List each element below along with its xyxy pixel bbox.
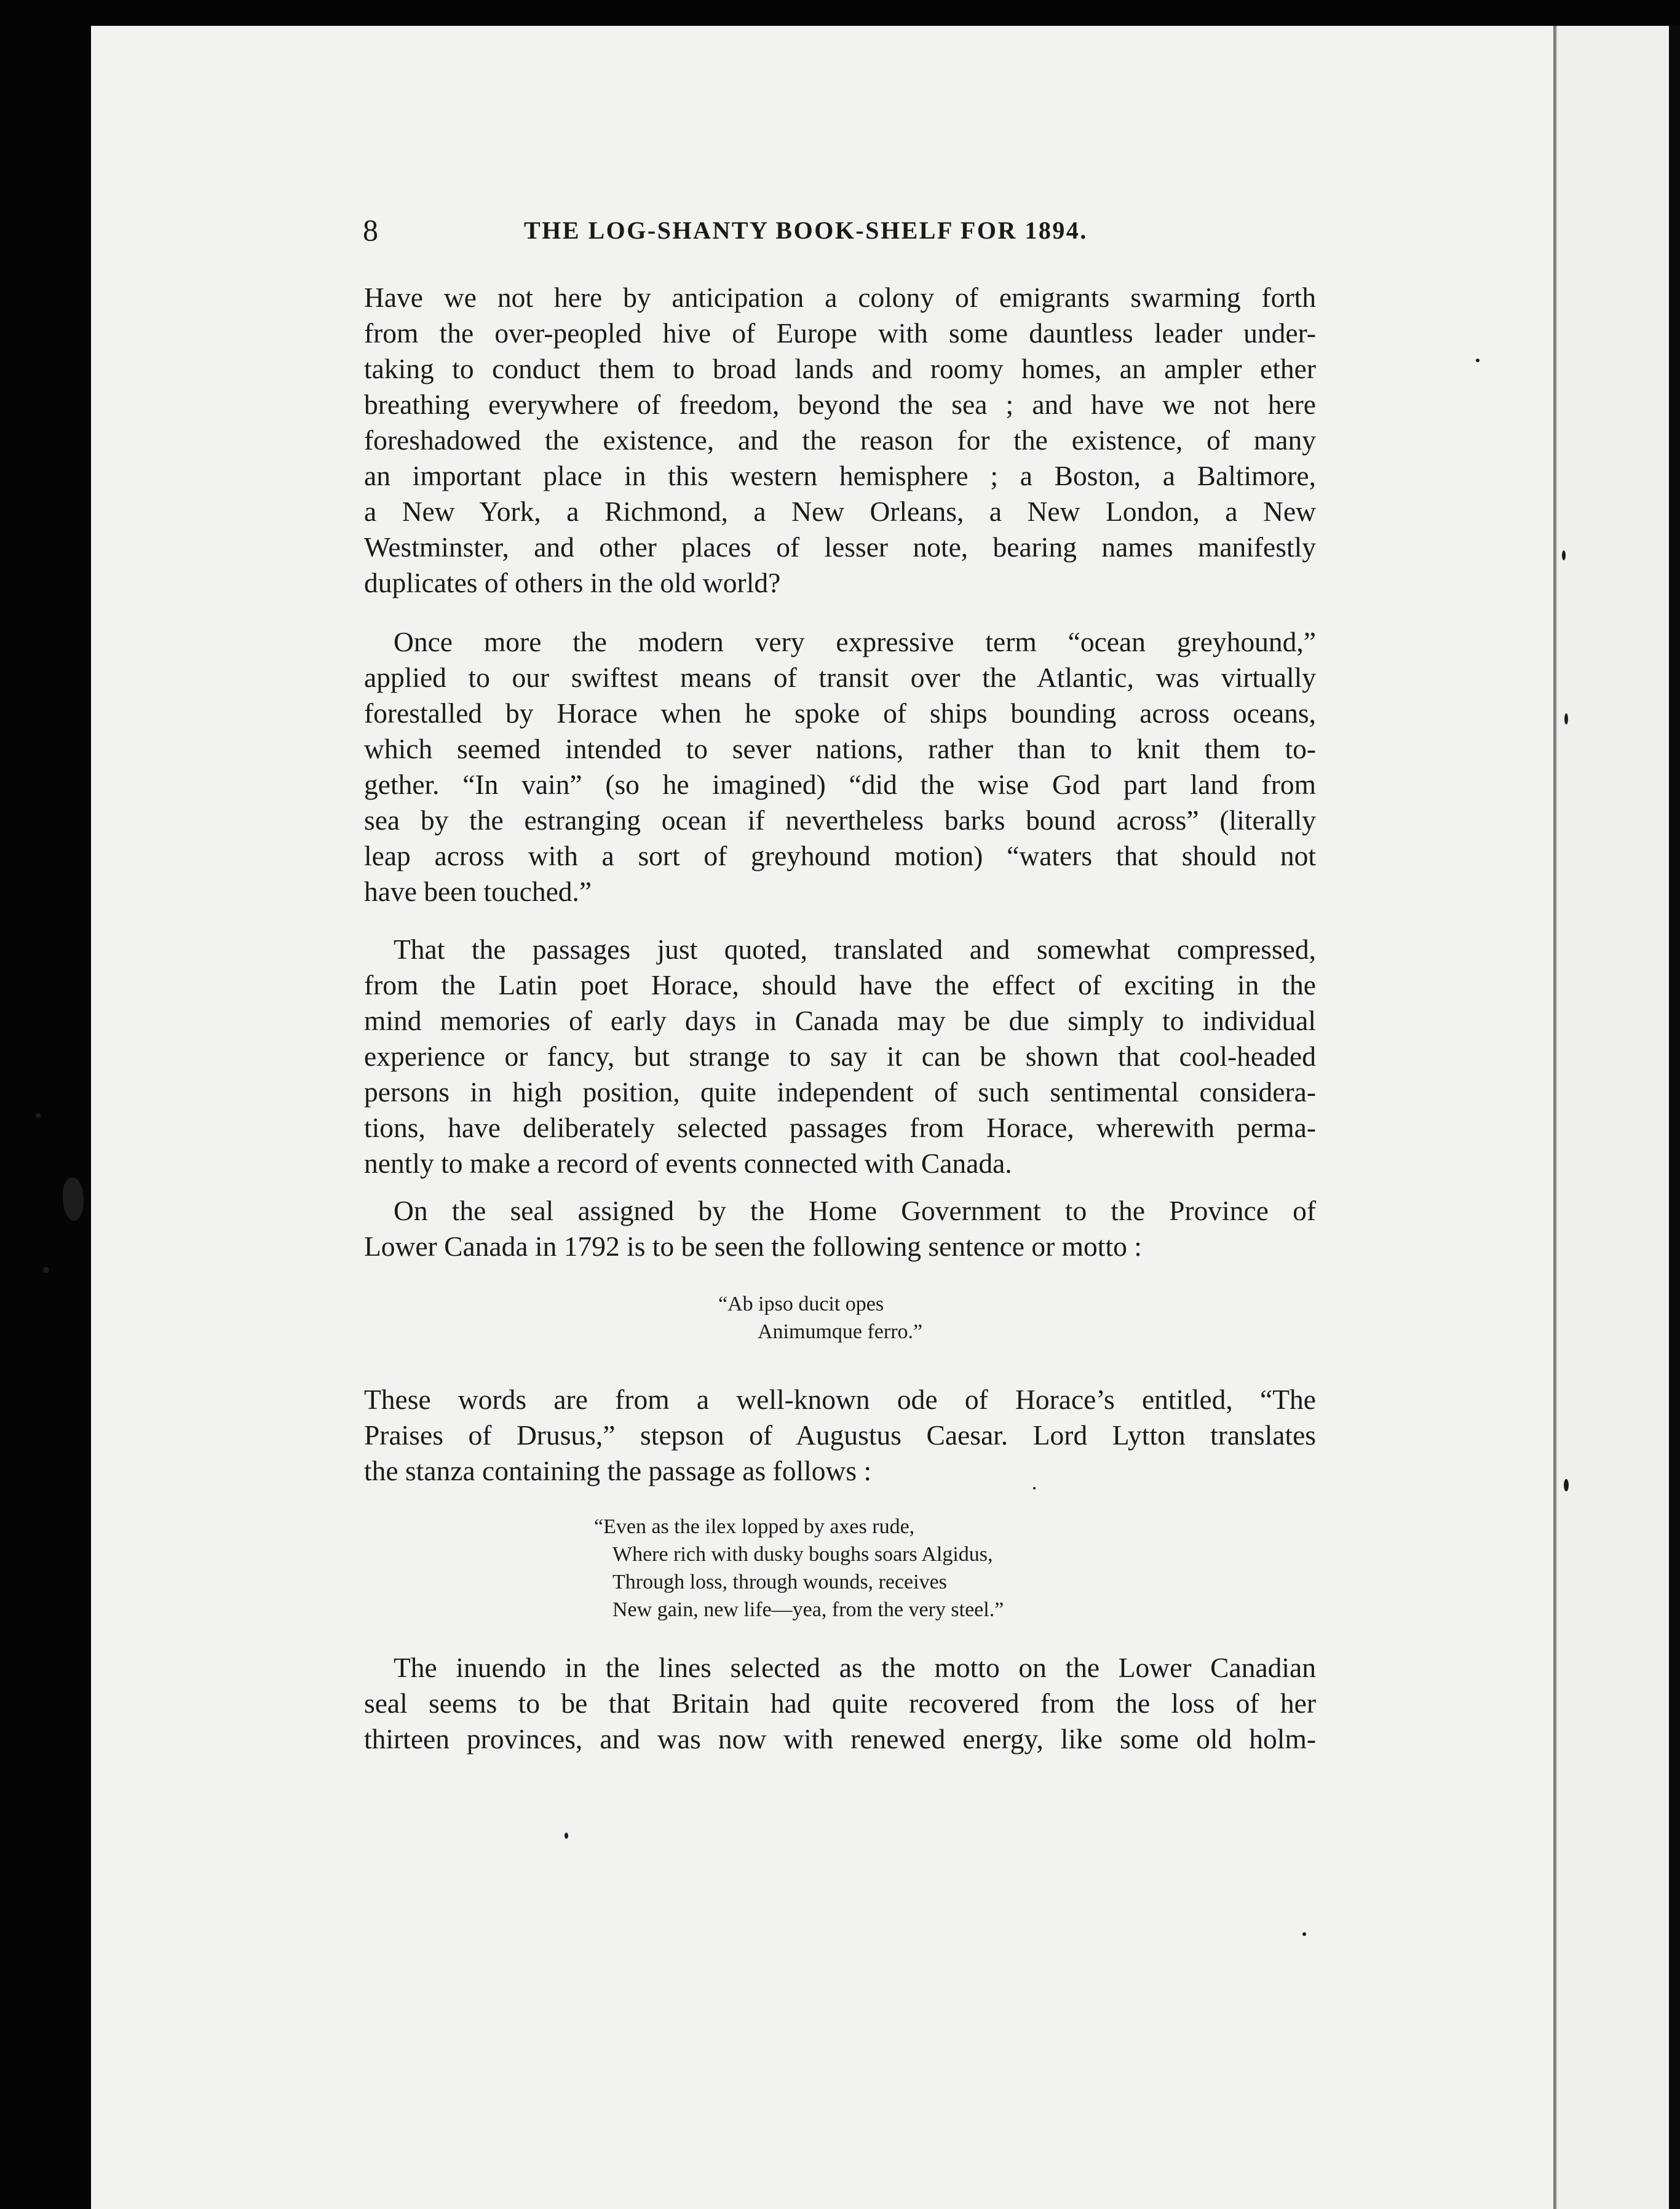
text-line: mind memories of early days in Canada may be due simply to individual [364, 1005, 1316, 1036]
paragraph-6 [364, 1650, 1316, 1757]
paragraph-2 [364, 624, 1316, 910]
text-line: have been touched.” [364, 876, 592, 907]
text-line: foreshadowed the existence, and the reason for the existence, of many [364, 424, 1316, 456]
text-line: forestalled by Horace when he spoke of ships bounding across oceans, [364, 697, 1316, 729]
motto-line: Animumque ferro.” [758, 1320, 923, 1343]
text-line: taking to conduct them to broad lands and roomy homes, an ampler ether [364, 353, 1316, 384]
scan-speck [1476, 359, 1480, 362]
paragraph-5 [364, 1382, 1316, 1489]
motto-quote [718, 1290, 922, 1346]
scan-speck [63, 1178, 84, 1221]
scan-speck [1564, 713, 1568, 724]
page-number: 8 [363, 213, 378, 247]
text-line: The inuendo in the lines selected as the motto on the Lower Canadian [394, 1652, 1316, 1683]
text-line: Lower Canada in 1792 is to be seen the following sentence or motto : [364, 1231, 1142, 1262]
text-line: leap across with a sort of greyhound motion) “waters that should not [364, 840, 1316, 871]
scan-speck [1033, 1487, 1036, 1489]
stanza-line: New gain, new life—yea, from the very steel.” [612, 1598, 1004, 1621]
scan-speck [565, 1833, 568, 1839]
text-line: tions, have deliberately selected passages from Horace, wherewith perma- [364, 1112, 1316, 1143]
stanza-quote [594, 1513, 1004, 1624]
stanza-line: “Even as the ilex lopped by axes rude, [594, 1515, 915, 1538]
text-line: breathing everywhere of freedom, beyond the sea ; and have we not here [364, 389, 1316, 420]
text-line: a New York, a Richmond, a New Orleans, a New London, a New [364, 496, 1316, 527]
scan-border [1669, 26, 1680, 2209]
text-line: which seemed intended to sever nations, rather than to knit them to- [364, 733, 1316, 764]
paragraph-3 [364, 932, 1316, 1181]
adjacent-page-edge [1553, 26, 1680, 2209]
text-line: Once more the modern very expressive term “ocean greyhound,” [394, 626, 1316, 657]
text-line: Praises of Drusus,” stepson of Augustus Caesar. Lord Lytton translates [364, 1419, 1316, 1451]
text-line: from the Latin poet Horace, should have the effect of exciting in the [364, 969, 1316, 1001]
text-line: gether. “In vain” (so he imagined) “did the wise God part land from [364, 769, 1316, 800]
text-line: Westminster, and other places of lesser note, bearing names manifestly [364, 531, 1316, 563]
text-line: seal seems to be that Britain had quite recovered from the loss of her [364, 1687, 1316, 1719]
paragraph-4 [364, 1193, 1316, 1264]
text-line: thirteen provinces, and was now with renewed energy, like some old holm- [364, 1723, 1316, 1755]
text-line: On the seal assigned by the Home Government to the Province of [394, 1195, 1316, 1226]
scan-speck [1564, 1479, 1569, 1491]
text-line: applied to our swiftest means of transit over the Atlantic, was virtually [364, 662, 1316, 693]
stanza-line: Through loss, through wounds, receives [612, 1571, 947, 1593]
paragraph-1 [364, 280, 1316, 601]
text-line: experience or fancy, but strange to say it can be shown that cool-headed [364, 1041, 1316, 1072]
stanza-line: Where rich with dusky boughs soars Algidus, [612, 1543, 993, 1566]
scan-speck [36, 1113, 41, 1118]
text-line: duplicates of others in the old world? [364, 567, 781, 598]
page-edge-shadow [1556, 26, 1557, 2209]
motto-line: “Ab ipso ducit opes [718, 1293, 884, 1315]
text-line: an important place in this western hemisphere ; a Boston, a Baltimore, [364, 460, 1316, 491]
text-line: persons in high position, quite independent of such sentimental considera- [364, 1076, 1316, 1108]
text-line: from the over-peopled hive of Europe with some dauntless leader under- [364, 317, 1316, 349]
running-head [363, 212, 1322, 255]
text-line: nently to make a record of events connected with Canada. [364, 1148, 1012, 1179]
text-line: the stanza containing the passage as follows : [364, 1455, 872, 1486]
text-line: These words are from a well-known ode of Horace’s entitled, “The [364, 1384, 1316, 1415]
scan-speck [1302, 1932, 1306, 1936]
scan-speck [1562, 550, 1566, 560]
text-line: That the passages just quoted, translated and somewhat compressed, [394, 934, 1316, 965]
text-line: Have we not here by anticipation a colony of emigrants swarming forth [364, 282, 1316, 313]
text-line: sea by the estranging ocean if nevertheless barks bound across” (literally [364, 804, 1316, 836]
scan-speck [43, 1267, 49, 1273]
running-title: THE LOG-SHANTY BOOK-SHELF FOR 1894. [524, 216, 1088, 244]
